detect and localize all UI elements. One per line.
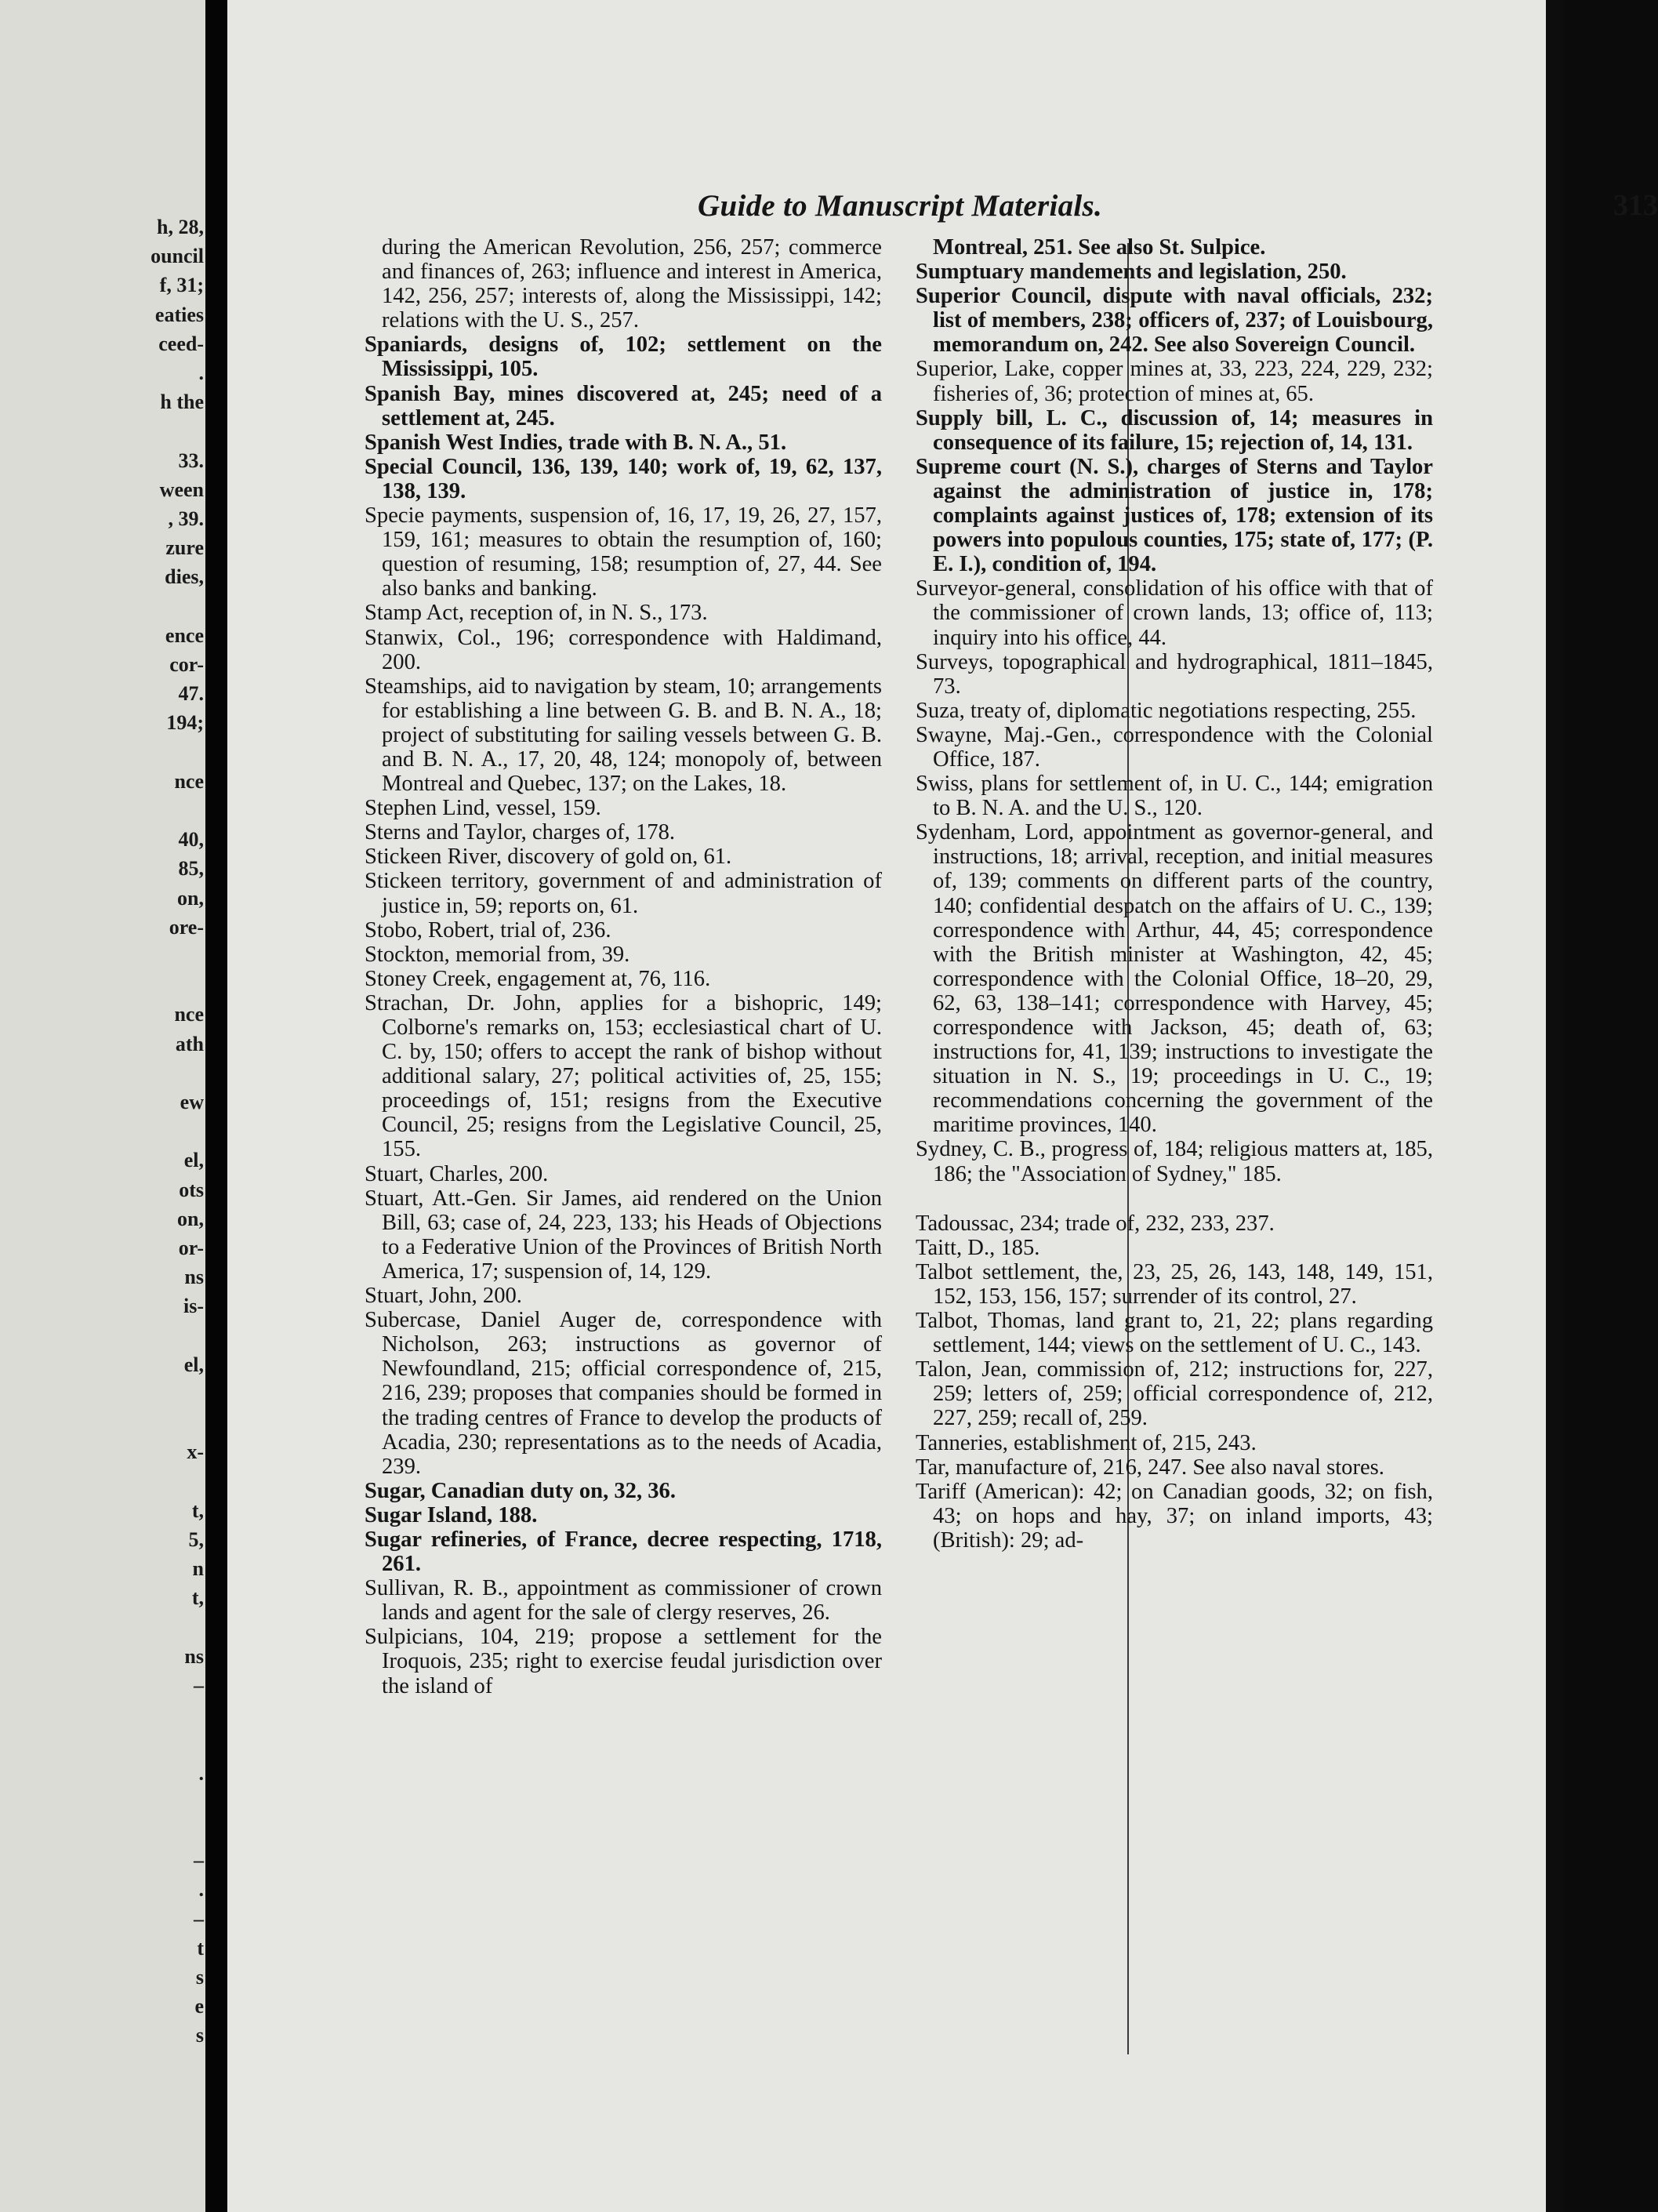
index-entry: Suza, treaty of, diplomatic negotiations respecting, 255. (916, 698, 1417, 723)
index-entry: Superior Council, dispute with naval officials, 232; list of members, 238; officers of, 237; of Louisbourg, memorandum on, 242. See also Sovereign Council. (916, 284, 1433, 358)
index-entry: Stobo, Robert, trial of, 236. (365, 917, 611, 943)
index-entry: Sugar Island, 188. (365, 1502, 538, 1527)
index-entry: Stockton, memorial from, 39. (365, 942, 630, 967)
previous-page-fragment: ath (175, 1032, 204, 1055)
previous-page-fragment: – (194, 1674, 204, 1697)
index-entry: Sugar refineries, of France, decree respecting, 1718, 261. (365, 1527, 882, 1577)
previous-page-fragment: zure (165, 536, 204, 560)
index-entry: Spaniards, designs of, 102; settlement on the Mississippi, 105. (365, 332, 882, 382)
index-entry: Sulpicians, 104, 219; propose a settlement for the Iroquois, 235; right to exercise feudal jurisdiction over the island of (365, 1625, 882, 1698)
previous-page-fragment: s (195, 1966, 204, 1989)
index-entry: Surveys, topographical and hydrographical, 1811–1845, 73. (916, 649, 1433, 699)
index-entry: Strachan, Dr. John, applies for a bishopric, 149; Colborne's remarks on, 153; ecclesiastical chart of U. C. by, 150; offers to accept the rank of bishop without additional salary, 27; political activities of, 25, 155; proceedings of, 151; resigns from the Executive Council, 25; resigns from the Legislative Council, 25, 155. (365, 990, 882, 1162)
previous-page-fragment: 85, (178, 857, 204, 881)
index-entry: Talbot, Thomas, land grant to, 21, 22; plans regarding settlement, 144; views on the settlement of U. C., 143. (916, 1309, 1433, 1358)
index-entry: Sullivan, R. B., appointment as commissioner of crown lands and agent for the sale of clergy reserves, 26. (365, 1576, 882, 1625)
previous-page-fragment: on, (177, 1207, 204, 1230)
previous-page-fragment: dies, (165, 565, 204, 589)
previous-page-fragment: ew (180, 1091, 204, 1113)
previous-page-fragment: ence (165, 623, 204, 647)
previous-page-fragment: el, (183, 1353, 204, 1376)
previous-page-fragment: h the (160, 390, 204, 414)
previous-page-fragment: . (198, 361, 204, 384)
previous-page-fragment: . (198, 1761, 204, 1785)
previous-page-fragment: ns (184, 1644, 204, 1668)
previous-page-fragment: ns (184, 1266, 204, 1289)
previous-page-fragment: n (192, 1557, 204, 1581)
index-entry: Stamp Act, reception of, in N. S., 173. (365, 601, 708, 626)
index-entry: Superior, Lake, copper mines at, 33, 223, 224, 229, 232; fisheries of, 36; protection of mines at, 65. (916, 357, 1433, 406)
index-entry: Stuart, Charles, 200. (365, 1161, 549, 1186)
index-entry: Sterns and Taylor, charges of, 178. (365, 820, 676, 845)
index-entry: Stickeen territory, government of and administration of justice in, 59; reports on, 61. (365, 869, 882, 918)
index-entry: during the American Revolution, 256, 257; commerce and finances of, 263; influence and interest in America, 142, 256, 257; interests of, along the Mississippi, 142; relations with the U. S., 257. (382, 235, 882, 333)
previous-page-fragment: is- (183, 1295, 204, 1318)
index-entry: Sydenham, Lord, appointment as governor-general, and instructions, 18; arrival, reception, and initial measures of, 139; comments on different parts of the country, 140; confidential despatch on the affairs of U. C., 139; correspondence with Arthur, 44, 45; correspondence with the British minister at Washington, 42, 45; correspondence with the Colonial Office, 18–20, 29, 62, 63, 138–141; correspondence with Harvey, 45; correspondence with Jackson, 45; death of, 63; instructions for, 41, 139; instructions to investigate the situation in N. S., 19; proceedings in U. C., 19; recommendations concerning the government of the maritime provinces, 140. (916, 820, 1433, 1138)
index-column-left (365, 235, 882, 2117)
previous-page-fragment: s (195, 2024, 204, 2047)
previous-page-fragment: 40, (178, 828, 204, 852)
page-number: 313 (1613, 189, 1658, 222)
previous-page-fragment: nce (174, 1003, 204, 1026)
index-entry: Sumptuary mandements and legislation, 250. (916, 260, 1347, 285)
previous-page-fragment: t (197, 1936, 204, 1960)
page-right-edge (1546, 0, 1564, 2212)
previous-page-fragment: e (194, 1995, 204, 2018)
running-title: Guide to Manuscript Materials. (698, 189, 1103, 223)
previous-page-fragment: cor- (169, 653, 204, 676)
previous-page-fragment: 5, (188, 1528, 204, 1551)
previous-page-fragment: . (198, 1878, 204, 1901)
index-entry: Spanish West Indies, trade with B. N. A., 51. (365, 430, 787, 455)
index-entry: Stuart, Att.-Gen. Sir James, aid rendered on the Union Bill, 63; case of, 24, 223, 133; his Heads of Objections to a Federative Union of the Provinces of British North America, 17; suspension of, 14, 129. (365, 1186, 882, 1284)
previous-page-edge (0, 0, 205, 2212)
previous-page-fragment: f, 31; (159, 274, 204, 297)
index-entry: Talon, Jean, commission of, 212; instructions for, 227, 259; letters of, 259; official correspondence of, 212, 227, 259; recall of, 259. (916, 1357, 1433, 1431)
previous-page-fragment: x- (187, 1440, 204, 1464)
previous-page-fragment: t, (191, 1498, 204, 1522)
previous-page-fragment: t, (191, 1586, 204, 1610)
index-entry: Tar, manufacture of, 216, 247. See also naval stores. (916, 1455, 1384, 1480)
index-entry: Supreme court (N. S.), charges of Sterns and Taylor against the administration of justice in, 178; complaints against justices of, 178; extension of its powers into populous counties, 175; state of, 177; (P. E. I.), condition of, 194. (916, 454, 1433, 577)
section-gap (916, 1186, 1433, 1211)
index-entry: Sugar, Canadian duty on, 32, 36. (365, 1478, 677, 1503)
index-entry: Tadoussac, 234; trade of, 232, 233, 237. (916, 1211, 1275, 1236)
previous-page-fragment: – (194, 1849, 204, 1872)
index-entry: Stoney Creek, engagement at, 76, 116. (365, 966, 711, 991)
index-entry: Stanwix, Col., 196; correspondence with Haldimand, 200. (365, 625, 882, 674)
previous-page-fragment: – (194, 1907, 204, 1931)
index-column-right (916, 235, 1433, 2117)
previous-page-fragment: h, 28, (157, 216, 204, 238)
index-entry: Montreal, 251. See also St. Sulpice. (933, 235, 1266, 260)
index-entry: Spanish Bay, mines discovered at, 245; need of a settlement at, 245. (365, 381, 882, 430)
index-entry: Swayne, Maj.-Gen., correspondence with the Colonial Office, 187. (916, 722, 1433, 772)
previous-page-fragment: on, (177, 886, 204, 910)
previous-page-fragment: eaties (154, 303, 204, 326)
previous-page-fragment: or- (178, 1237, 204, 1259)
previous-page-fragment: nce (174, 769, 204, 793)
previous-page-fragment: ceed- (158, 332, 204, 355)
previous-page-fragment: 47. (178, 682, 204, 706)
index-entry: Talbot settlement, the, 23, 25, 26, 143, 148, 149, 151, 152, 153, 156, 157; surrender of its control, 27. (916, 1259, 1433, 1309)
index-entry: Special Council, 136, 139, 140; work of, 19, 62, 137, 138, 139. (365, 454, 882, 503)
book-gutter (205, 0, 227, 2212)
index-entry: Tanneries, establishment of, 215, 243. (916, 1430, 1257, 1455)
previous-page-fragment: el, (183, 1149, 204, 1172)
index-entry: Stickeen River, discovery of gold on, 61. (365, 844, 732, 870)
index-entry: Stephen Lind, vessel, 159. (365, 796, 601, 821)
index-entry: Surveyor-general, consolidation of his office with that of the commissioner of crown lands, 13; office of, 113; inquiry into his office, 44. (916, 576, 1433, 650)
previous-page-fragment: ore- (169, 915, 204, 939)
index-entry: Swiss, plans for settlement of, in U. C., 144; emigration to B. N. A. and the U. S., 120. (916, 772, 1433, 821)
index-entry: Supply bill, L. C., discussion of, 14; measures in consequence of its failure, 15; rejection of, 14, 131. (916, 405, 1433, 455)
index-entry: Tariff (American): 42; on Canadian goods, 32; on fish, 43; on hops and hay, 37; on inland imports, 43; (British): 29; ad- (916, 1479, 1433, 1553)
index-entry: Stuart, John, 200. (365, 1284, 522, 1309)
previous-page-fragment: ouncil (151, 245, 204, 268)
index-entry: Steamships, aid to navigation by steam, 10; arrangements for establishing a line between G. B. and B. N. A., 18; project of substituting for sailing vessels between G. B. and B. N. A., 17, 20, 48, 124; monopoly of, between Montreal and Quebec, 137; on the Lakes, 18. (365, 674, 882, 797)
index-entry: Sydney, C. B., progress of, 184; religious matters at, 185, 186; the "Association of Sydney," 185. (916, 1137, 1433, 1186)
index-entry: Subercase, Daniel Auger de, correspondence with Nicholson, 263; instructions as governor of Newfoundland, 215; official correspondence of, 215, 216, 239; proposes that companies should be formed in the trading centres of France to develop the products of Acadia, 230; representations as to the needs of Acadia, 239. (365, 1308, 882, 1479)
previous-page-fragment: ween (159, 478, 204, 501)
page-header (698, 188, 1658, 227)
previous-page-fragment: 194; (166, 711, 204, 735)
previous-page-fragment: ots (179, 1178, 204, 1201)
previous-page-fragment: , 39. (168, 507, 204, 530)
previous-page-fragment: 33. (178, 449, 204, 472)
index-entry: Taitt, D., 185. (916, 1235, 1040, 1260)
index-entry: Specie payments, suspension of, 16, 17, 19, 26, 27, 157, 159, 161; measures to obtain the resumption of, 160; question of resuming, 158; resumption of, 27, 44. See also banks and banking. (365, 503, 882, 601)
